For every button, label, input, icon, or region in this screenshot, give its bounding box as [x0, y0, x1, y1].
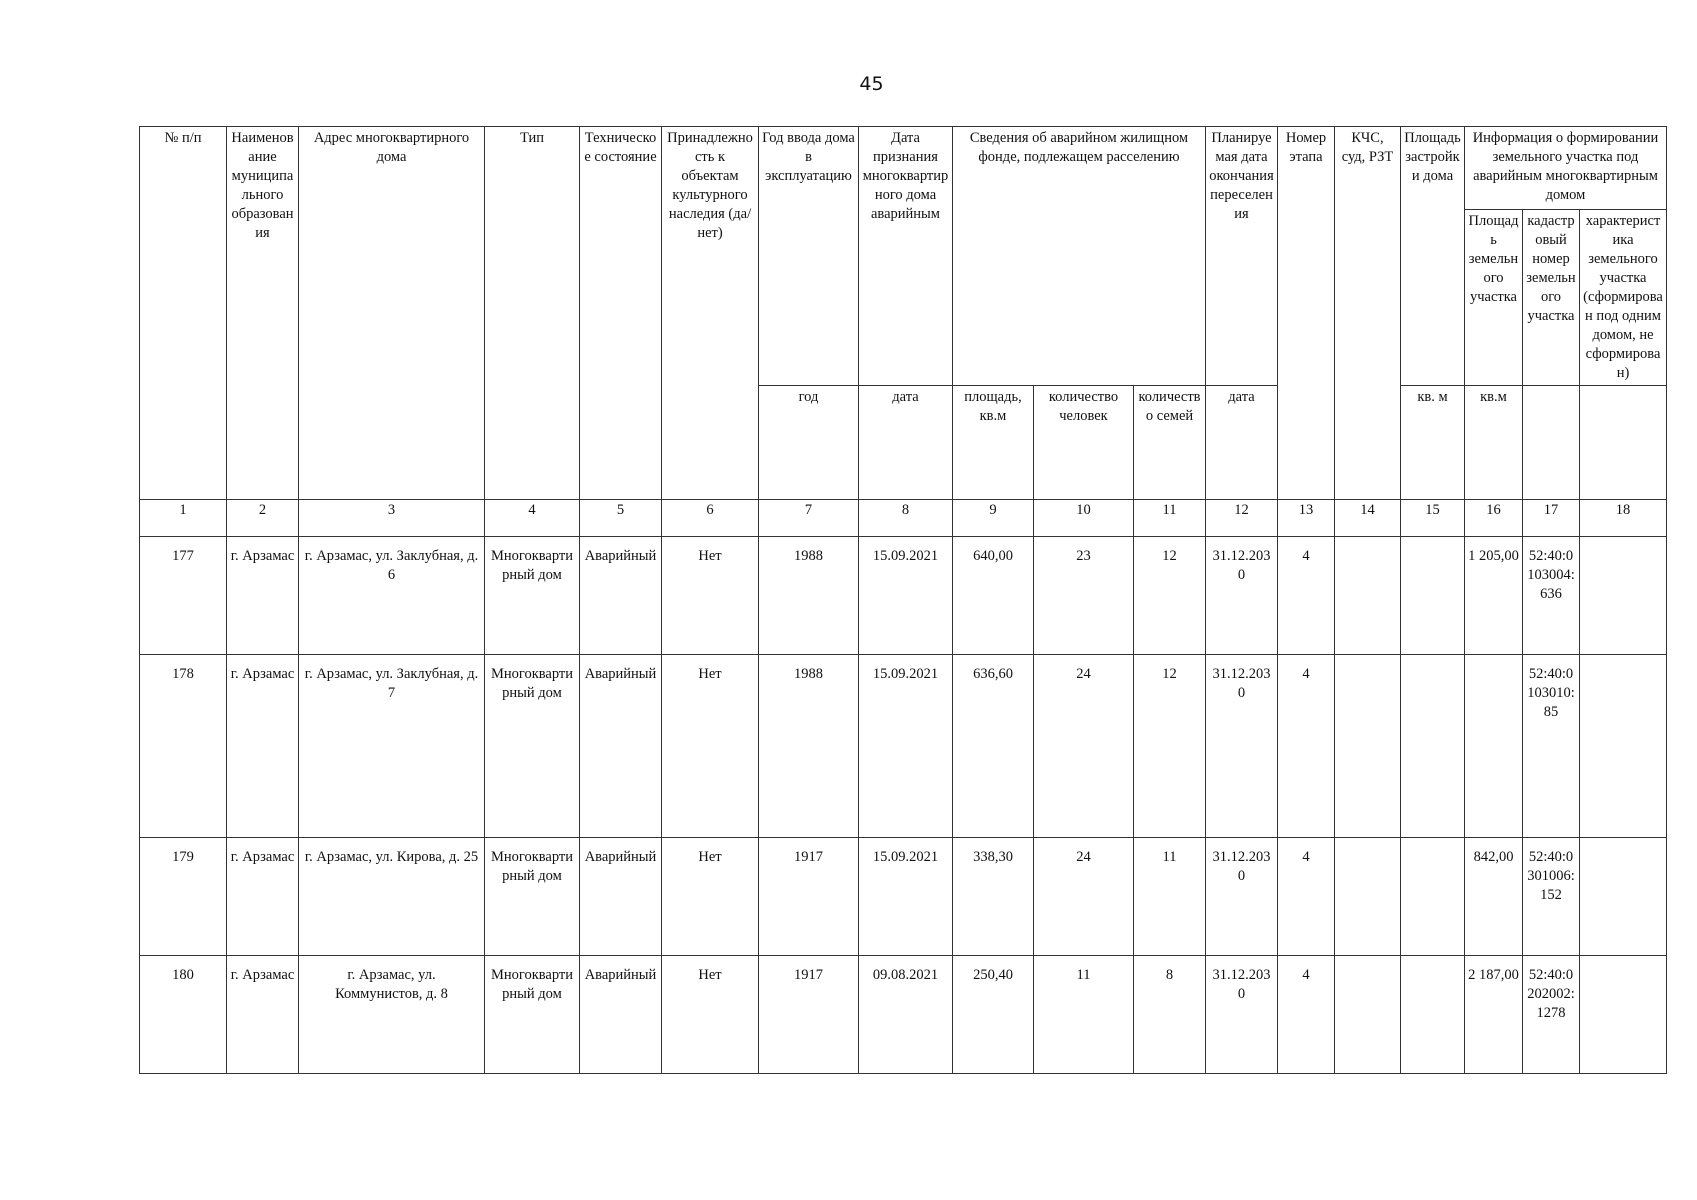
subheader-date: дата: [859, 386, 953, 500]
column-number: 2: [227, 500, 299, 537]
cell-stage: 4: [1278, 537, 1335, 655]
header-land-info-title: Информация о формировании земельного участка под аварийным многоквартирным домом: [1465, 127, 1666, 210]
cell-heritage: Нет: [662, 956, 759, 1074]
cell-year: 1917: [759, 956, 859, 1074]
cell-land-char: [1580, 838, 1667, 956]
cell-build-area: [1401, 838, 1465, 956]
column-number: 4: [485, 500, 580, 537]
cell-land-area: 1 205,00: [1465, 537, 1523, 655]
header-cadastral: кадастровый номер земельного участка: [1523, 210, 1580, 385]
cell-recognition-date: 15.09.2021: [859, 537, 953, 655]
cell-people: 23: [1034, 537, 1134, 655]
cell-area: 636,60: [953, 655, 1034, 838]
cell-land-char: [1580, 655, 1667, 838]
header-type: Тип: [485, 127, 580, 500]
subheader-cadastral-empty: [1523, 386, 1580, 500]
cell-address: г. Арзамас, ул. Заклубная, д. 7: [299, 655, 485, 838]
cell-type: Многоквартирный дом: [485, 655, 580, 838]
cell-type: Многоквартирный дом: [485, 537, 580, 655]
cell-num: 180: [140, 956, 227, 1074]
cell-type: Многоквартирный дом: [485, 838, 580, 956]
column-number: 9: [953, 500, 1034, 537]
column-number: 5: [580, 500, 662, 537]
cell-heritage: Нет: [662, 537, 759, 655]
cell-land-char: [1580, 956, 1667, 1074]
subheader-area: площадь, кв.м: [953, 386, 1034, 500]
cell-people: 24: [1034, 655, 1134, 838]
table-row: [140, 956, 1667, 1074]
header-end-date: Планируемая дата окончания переселения: [1206, 127, 1278, 386]
cell-area: 338,30: [953, 838, 1034, 956]
column-number: 18: [1580, 500, 1667, 537]
table-row: [140, 655, 1667, 838]
cell-num: 179: [140, 838, 227, 956]
cell-people: 11: [1034, 956, 1134, 1074]
subheader-land-area-unit: кв.м: [1465, 386, 1523, 500]
cell-municipality: г. Арзамас: [227, 956, 299, 1074]
column-number: 3: [299, 500, 485, 537]
cell-build-area: [1401, 537, 1465, 655]
cell-end-date: 31.12.2030: [1206, 956, 1278, 1074]
cell-end-date: 31.12.2030: [1206, 838, 1278, 956]
column-number-row: [140, 500, 1667, 537]
header-build-area: Площадь застройки дома: [1401, 127, 1465, 386]
cell-people: 24: [1034, 838, 1134, 956]
cell-cadastral: 52:40:0202002:1278: [1523, 956, 1580, 1074]
subheader-families: количество семей: [1134, 386, 1206, 500]
cell-num: 178: [140, 655, 227, 838]
cell-area: 640,00: [953, 537, 1034, 655]
header-land-subcols: [1465, 210, 1666, 385]
header-heritage: Принадлежность к объектам культурного наследия (да/нет): [662, 127, 759, 500]
cell-municipality: г. Арзамас: [227, 655, 299, 838]
cell-land-char: [1580, 537, 1667, 655]
column-number: 7: [759, 500, 859, 537]
column-number: 11: [1134, 500, 1206, 537]
cell-address: г. Арзамас, ул. Кирова, д. 25: [299, 838, 485, 956]
column-number: 16: [1465, 500, 1523, 537]
header-state: Техническое состояние: [580, 127, 662, 500]
cell-kchs: [1335, 537, 1401, 655]
cell-kchs: [1335, 655, 1401, 838]
cell-land-area: [1465, 655, 1523, 838]
cell-families: 12: [1134, 655, 1206, 838]
column-number: 8: [859, 500, 953, 537]
cell-stage: 4: [1278, 838, 1335, 956]
cell-heritage: Нет: [662, 838, 759, 956]
cell-address: г. Арзамас, ул. Заклубная, д. 6: [299, 537, 485, 655]
cell-stage: 4: [1278, 956, 1335, 1074]
column-number: 10: [1034, 500, 1134, 537]
cell-state: Аварийный: [580, 838, 662, 956]
cell-kchs: [1335, 838, 1401, 956]
cell-municipality: г. Арзамас: [227, 537, 299, 655]
table-row: [140, 838, 1667, 956]
cell-type: Многоквартирный дом: [485, 956, 580, 1074]
header-address: Адрес многоквартирного дома: [299, 127, 485, 500]
cell-cadastral: 52:40:0301006:152: [1523, 838, 1580, 956]
table-header: [140, 127, 1667, 500]
header-recognition-date: Дата признания многоквартирного дома аварийным: [859, 127, 953, 386]
table-row: [140, 537, 1667, 655]
subheader-build-area-unit: кв. м: [1401, 386, 1465, 500]
header-land-info: [1465, 127, 1667, 386]
cell-state: Аварийный: [580, 655, 662, 838]
cell-year: 1917: [759, 838, 859, 956]
column-number: 1: [140, 500, 227, 537]
cell-families: 12: [1134, 537, 1206, 655]
column-number: 6: [662, 500, 759, 537]
header-num: № п/п: [140, 127, 227, 500]
header-year: Год ввода дома в эксплуатацию: [759, 127, 859, 386]
header-stage: Номер этапа: [1278, 127, 1335, 500]
cell-cadastral: 52:40:0103004:636: [1523, 537, 1580, 655]
cell-area: 250,40: [953, 956, 1034, 1074]
cell-build-area: [1401, 655, 1465, 838]
cell-land-area: 2 187,00: [1465, 956, 1523, 1074]
column-number: 13: [1278, 500, 1335, 537]
subheader-people: количество человек: [1034, 386, 1134, 500]
cell-end-date: 31.12.2030: [1206, 655, 1278, 838]
cell-num: 177: [140, 537, 227, 655]
cell-families: 8: [1134, 956, 1206, 1074]
header-kchs: КЧС, суд, РЗТ: [1335, 127, 1401, 500]
header-land-char: характеристика земельного участка (сформирован под одним домом, не сформирован): [1583, 213, 1663, 381]
cell-state: Аварийный: [580, 956, 662, 1074]
cell-end-date: 31.12.2030: [1206, 537, 1278, 655]
cell-recognition-date: 15.09.2021: [859, 655, 953, 838]
header-land-area: Площадь земельного участка: [1465, 210, 1523, 385]
cell-recognition-date: 15.09.2021: [859, 838, 953, 956]
header-housing-info: Сведения об аварийном жилищном фонде, подлежащем расселению: [953, 127, 1206, 386]
column-number: 17: [1523, 500, 1580, 537]
cell-land-area: 842,00: [1465, 838, 1523, 956]
subheader-end-date: дата: [1206, 386, 1278, 500]
column-number: 12: [1206, 500, 1278, 537]
cell-address: г. Арзамас, ул. Коммунистов, д. 8: [299, 956, 485, 1074]
cell-kchs: [1335, 956, 1401, 1074]
column-number: 15: [1401, 500, 1465, 537]
header-municipality: Наименование муниципального образования: [227, 127, 299, 500]
cell-year: 1988: [759, 537, 859, 655]
page-number: 45: [859, 73, 884, 95]
cell-build-area: [1401, 956, 1465, 1074]
cell-stage: 4: [1278, 655, 1335, 838]
subheader-year: год: [759, 386, 859, 500]
cell-state: Аварийный: [580, 537, 662, 655]
cell-cadastral: 52:40:0103010:85: [1523, 655, 1580, 838]
cell-recognition-date: 09.08.2021: [859, 956, 953, 1074]
cell-year: 1988: [759, 655, 859, 838]
emergency-housing-table: [139, 126, 1667, 1074]
cell-municipality: г. Арзамас: [227, 838, 299, 956]
cell-heritage: Нет: [662, 655, 759, 838]
subheader-land-char-empty: [1580, 386, 1667, 500]
column-number: 14: [1335, 500, 1401, 537]
cell-families: 11: [1134, 838, 1206, 956]
